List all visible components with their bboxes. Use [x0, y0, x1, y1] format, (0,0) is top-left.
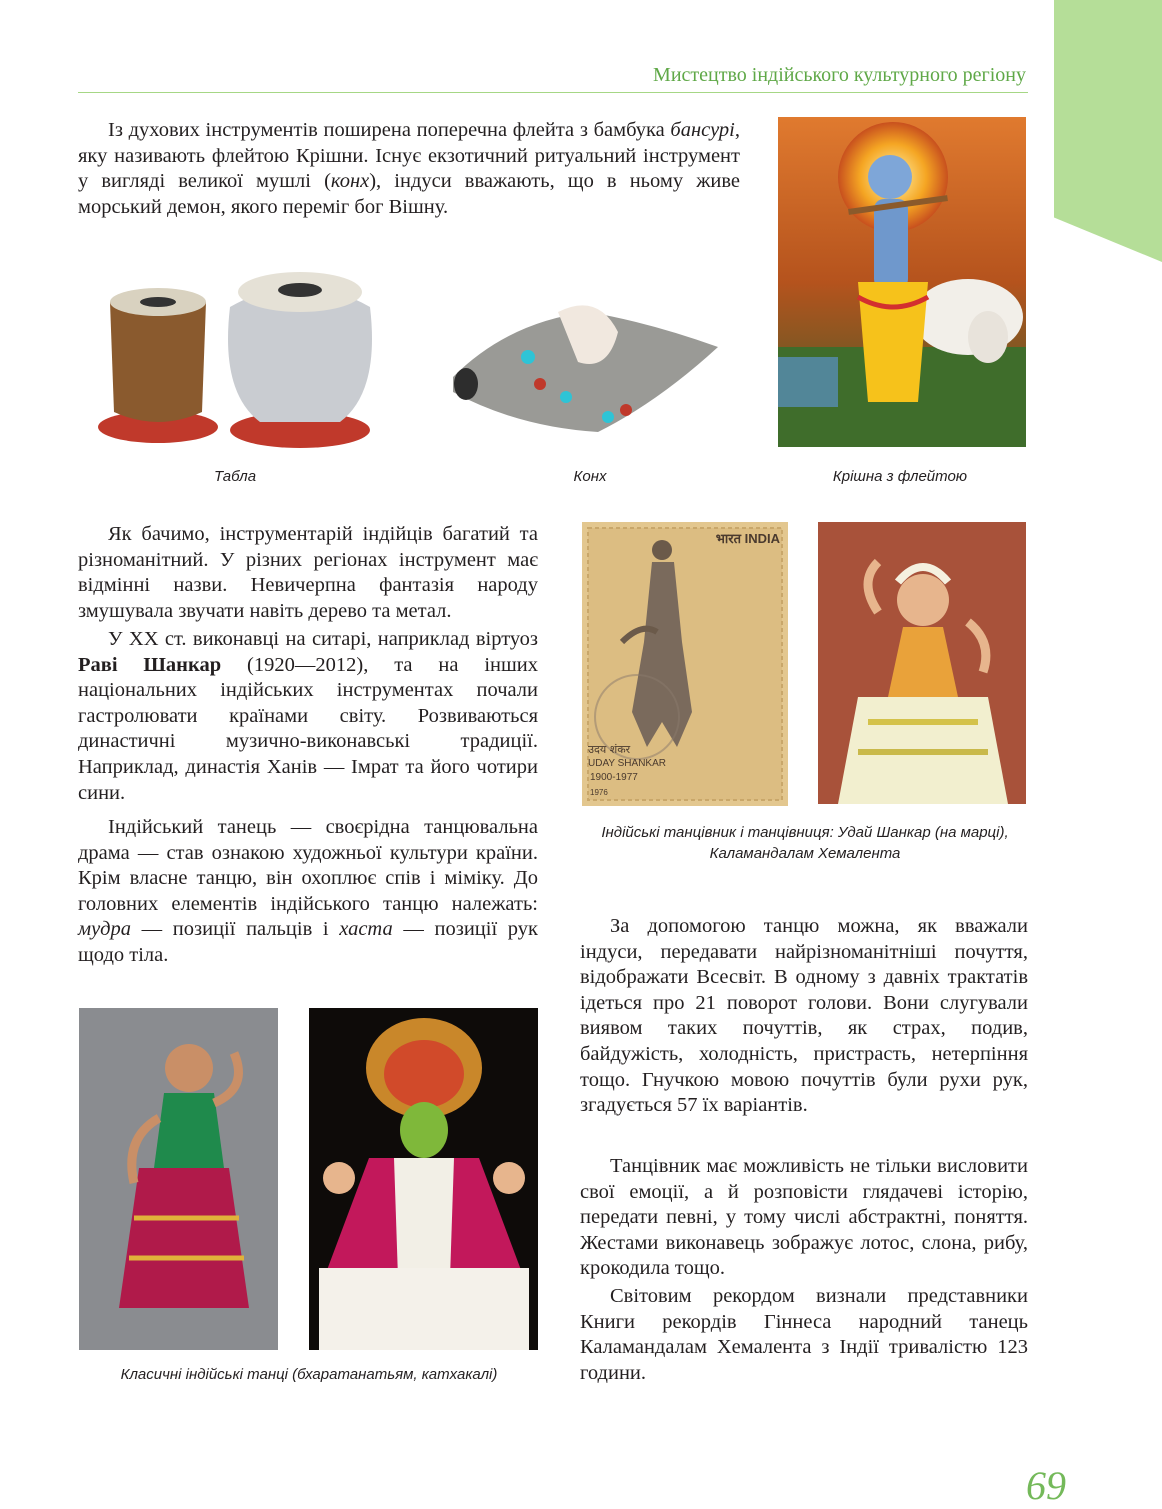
- running-header: Мистецтво індійського культурного регіону: [653, 64, 1026, 86]
- chapter-tab: [1054, 0, 1162, 262]
- caption-tabla: Табла: [213, 468, 257, 485]
- caption-conch: Конх: [573, 468, 607, 485]
- kathakali-image: [309, 1008, 538, 1350]
- stamp-name: UDAY SHANKAR: [588, 758, 666, 769]
- caption-dancers: [580, 822, 1030, 864]
- header-divider: [78, 92, 1028, 93]
- paragraph-indian-dance: Індійський танець — своєрідна танцювальна драма — став ознакою художньої культури країни. Крім власне танцю, він охоплює спів і міміку. До головних елементів індійського танцю належать: мудра — позиції пальців і хаста — позиції рук щодо тіла.: [78, 816, 538, 966]
- tabla-image: [90, 262, 380, 452]
- stamp-year: 1976: [590, 788, 608, 797]
- stamp-name-hindi: उदय शंकर: [588, 743, 631, 756]
- krishna-image: [778, 117, 1026, 447]
- paragraph-instruments-variety: Як бачимо, інструментарій індійців багатий та різноманітний. У різних регіонах інструмент має відмінні назви. Невичерпна фантазія народу змушувала звучати навіть дерево та метал.: [78, 523, 538, 622]
- stamp-years: 1900-1977: [590, 772, 638, 783]
- paragraph-wind-instruments: Із духових інструментів поширена поперечна флейта з бамбука бансурі, яку називають флейтою Крішни. Існує екзотичний ритуальний інструмент у вигляді великої мушлі (конх), індуси вважають, що в ньому живе морський демон, якого переміг бог Вішну.: [78, 119, 740, 218]
- caption-dancers-line2: Каламандалам Хемалента: [709, 845, 901, 862]
- caption-classical-dances: Класичні індійські танці (бхаратанатьям, катхакалі): [120, 1366, 498, 1383]
- page-number: 69: [1026, 1463, 1066, 1508]
- paragraph-dancer-story: Танцівник має можливість не тільки висловити свої емоції, а й розповісти глядачеві історію, передати певні, у тому числі абстрактні, поняття. Жестами виконавець зображує лотос, слона, рибу, крокодила тощо.: [580, 1155, 1028, 1280]
- bharatanatyam-image: [79, 1008, 278, 1350]
- paragraph-world-record: Світовим рекордом визнали представники Книги рекордів Гіннеса народний танець Каламандалам Хемалента з Індії тривалістю 123 години.: [580, 1285, 1028, 1384]
- hemalenta-image: [818, 522, 1026, 804]
- paragraph-ravi-shankar: У ХХ ст. виконавці на ситарі, наприклад віртуоз Раві Шанкар (1920—2012), та на інших національних індійських інструментах почали гастролювати країнами світу. Розвиваються династичні музично-виконавські традиції. Наприклад, династія Ханів — Імрат та його чотири сини.: [78, 628, 539, 804]
- stamp-country: भारत INDIA: [715, 531, 780, 546]
- caption-dancers-line1: Індійські танцівник і танцівниця: Удай Шанкар (на марці),: [601, 824, 1009, 841]
- uday-shankar-stamp: [582, 522, 788, 806]
- paragraph-dance-expression: За допомогою танцю можна, як вважали індуси, передавати найрізноманітніші почуття, відображати Всесвіт. В одному з давніх трактатів ідеться про 21 поворот голови. Вони слугували виявом таких почуттів, як страх, подив, байдужість, холодність, пристрасть, нетерпіння тощо. Гнучкою мовою почуттів були рухи рук, згадується 57 їх варіантів.: [580, 915, 1028, 1117]
- caption-krishna: Крішна з флейтою: [832, 468, 968, 485]
- conch-image: [448, 292, 728, 442]
